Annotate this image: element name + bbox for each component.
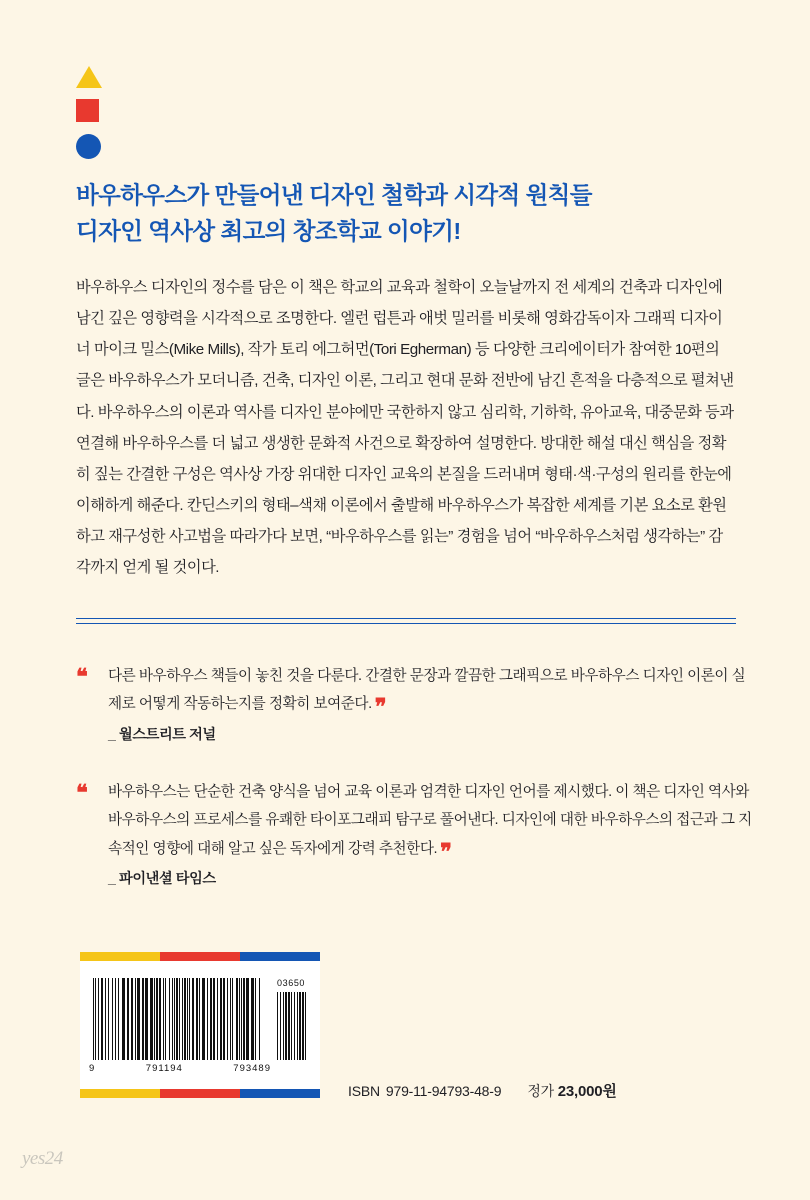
barcode-digits <box>89 1063 271 1074</box>
review-quote-text: 바우하우스는 단순한 건축 양식을 넘어 교육 이론과 엄격한 디자인 언어를 제시했다. 이 책은 디자인 역사와 바우하우스의 프로세스를 유쾌한 타이포그래피 탐구로 풀어낸다. 디자인에 대한 바우하우스의 접근과 그 지속적인 영향에 대해 알고 싶은 독자에게 강력 추천한다. <box>108 783 752 857</box>
colorbar-yellow <box>80 1089 160 1098</box>
barcode-addon-bars <box>277 992 311 1060</box>
quote-close-icon: ❞ <box>440 838 452 864</box>
colorbar-blue <box>240 1089 320 1098</box>
circle-icon <box>76 134 101 159</box>
colorbar-red <box>160 952 240 961</box>
headline <box>76 178 746 249</box>
isbn-price-line <box>348 1080 617 1101</box>
headline-line-1: 바우하우스가 만들어낸 디자인 철학과 시각적 원칙들 <box>76 182 592 208</box>
isbn-number: 979-11-94793-48-9 <box>385 1083 502 1099</box>
colorbar-yellow <box>80 952 160 961</box>
divider-rule-top <box>76 618 736 619</box>
price-label: 정가 <box>527 1083 554 1099</box>
quote-close-icon: ❞ <box>374 694 387 720</box>
quote-open-icon: ❝ <box>76 664 88 689</box>
review-quote <box>76 778 756 888</box>
square-icon <box>76 99 99 122</box>
barcode-area <box>80 961 320 1089</box>
review-quotes <box>76 662 756 922</box>
barcode-addon-number: 03650 <box>277 978 306 988</box>
price-value: 23,000원 <box>557 1083 617 1100</box>
barcode-block <box>80 952 320 1098</box>
review-quote <box>76 662 756 744</box>
triangle-icon <box>76 66 102 88</box>
barcode-digit-group-1: 791194 <box>145 1063 183 1074</box>
colorbar-red <box>160 1089 240 1098</box>
review-quote-source: _ 파이낸셜 타임스 <box>108 871 216 888</box>
double-rule-divider <box>76 618 736 624</box>
quote-open-icon: ❝ <box>76 779 88 805</box>
barcode-bottom-colorbar <box>80 1089 320 1098</box>
headline-line-2: 디자인 역사상 최고의 창조학교 이야기! <box>76 217 461 244</box>
barcode-digit-group-2: 793489 <box>233 1063 271 1074</box>
barcode-bars <box>93 978 261 1060</box>
review-quote-text: 다른 바우하우스 책들이 놓친 것을 다룬다. 간결한 문장과 깔끔한 그래픽으로 바우하우스 디자인 이론이 실제로 어떻게 작동하는지를 정확히 보여준다. <box>108 668 746 713</box>
barcode-top-colorbar <box>80 952 320 961</box>
review-quote-source: _ 월스트리트 저널 <box>108 726 216 743</box>
bauhaus-shape-stack <box>76 66 116 159</box>
book-description <box>76 272 736 584</box>
book-description-text: 바우하우스 디자인의 정수를 담은 이 책은 학교의 교육과 철학이 오늘날까지 전 세계의 건축과 디자인에 남긴 깊은 영향력을 시각적으로 조명한다. 엘런 럽튼과 애벗 밀러를 비롯해 영화감독이자 그래픽 디자이너 마이크 밀스(Mike Mills), 작가 토리 에그허먼(Tori Egherman) 등 다양한 크리에이터가 참여한 10편의 글은 바우하우스가 모더니즘, 건축, 디자인 이론, 그리고 현대 문화 전반에 남긴 흔적을 다층적으로 펼쳐낸다. 바우하우스의 이론과 역사를 디자인 분야에만 국한하지 않고 심리학, 기하학, 유아교육, 대중문화 등과 연결해 바우하우스를 더 넓고 생생한 문화적 사건으로 확장하여 설명한다. 방대한 해설 대신 핵심을 정확히 짚는 간결한 구성은 역사상 가장 위대한 디자인 교육의 본질을 드러내며 형태·색·구성의 원리를 한눈에 이해하게 해준다. 칸딘스키의 형태–색채 이론에서 출발해 바우하우스가 복잡한 세계를 기본 요소로 환원하고 재구성한 사고법을 따라가다 보면, “바우하우스를 읽는” 경험을 넘어 “바우하우스처럼 생각하는” 감각까지 얻게 될 것이다. <box>76 279 734 577</box>
colorbar-blue <box>240 952 320 961</box>
barcode-digit-leading: 9 <box>89 1063 96 1074</box>
yes24-watermark: yes24 <box>22 1148 63 1169</box>
divider-rule-bottom <box>76 623 736 624</box>
isbn-label: ISBN <box>348 1083 380 1099</box>
